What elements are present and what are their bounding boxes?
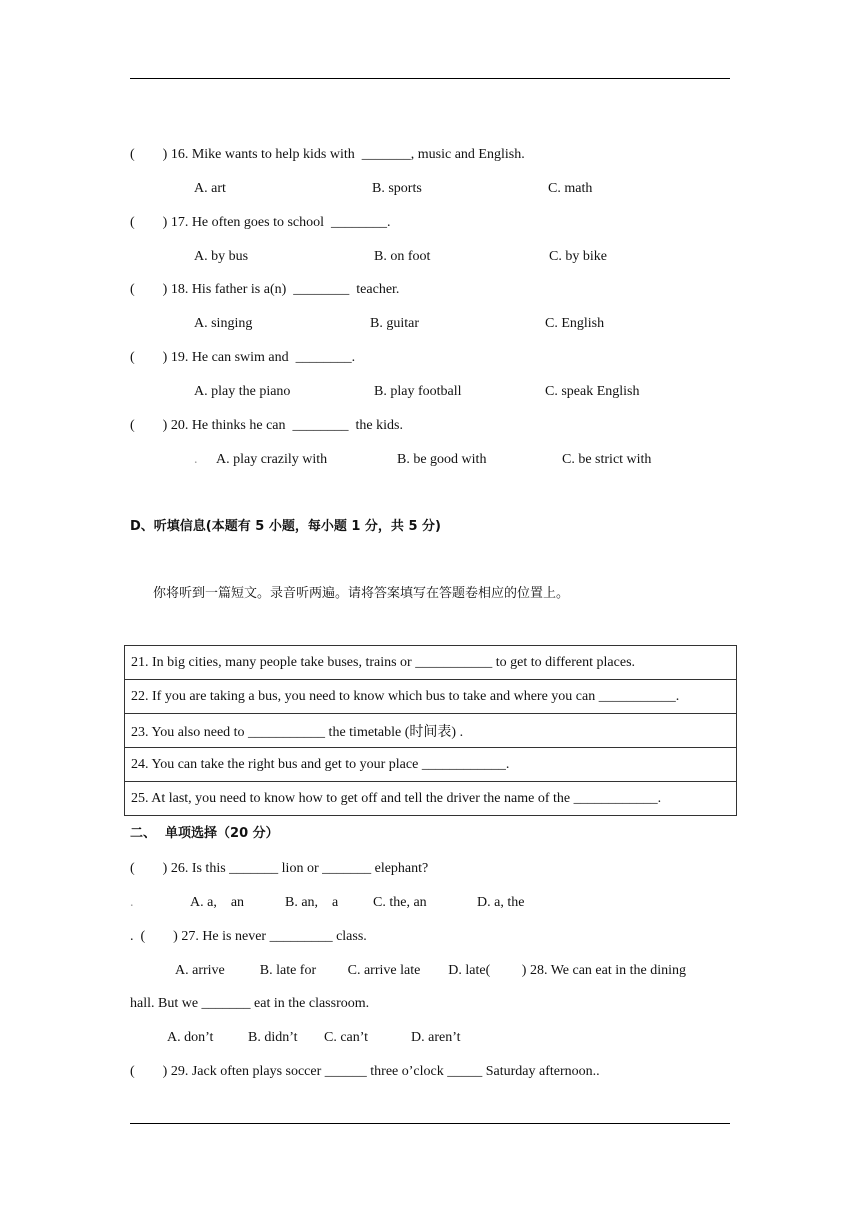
question-17-option-a: A. by bus [194,249,249,264]
question-26-option-a: A. a, an [190,895,245,910]
table-row [125,748,737,782]
table-row [125,646,737,680]
question-20-stem: ( ) 20. He thinks he can ________ the kids. [130,418,403,433]
question-26-stem: ( ) 26. Is this _______ lion or _______ elephant? [130,861,429,876]
footer-rule [130,1123,730,1124]
fill-in-table [124,645,737,816]
header-rule [130,78,730,79]
question-28-option-b: B. didn’t [248,1030,298,1045]
question-18-option-b: B. guitar [370,316,419,331]
question-27-options: A. arrive B. late for C. arrive late D. late( ) 28. We can eat in the dining [175,963,687,978]
question-16-option-b: B. sports [372,181,422,196]
question-16-stem: ( ) 16. Mike wants to help kids with _______, music and English. [130,147,525,162]
question-29-stem: ( ) 29. Jack often plays soccer ______ three o’clock _____ Saturday afternoon.. [130,1064,600,1079]
question-28-continued: hall. But we _______ eat in the classroom. [130,996,370,1011]
section-d-instruction: 你将听到一篇短文。录音听两遍。请将答案填写在答题卷相应的位置上。 [153,586,570,601]
fill-row-23: 23. You also need to ___________ the timetable (时间表) . [125,714,737,748]
question-18-option-a: A. singing [194,316,253,331]
table-row [125,782,737,816]
question-26-dot: . [130,895,134,910]
question-19-option-b: B. play football [374,384,462,399]
question-19-option-a: A. play the piano [194,384,291,399]
section-2-heading: 二、 单项选择（20 分） [130,826,279,841]
fill-row-22: 22. If you are taking a bus, you need to know which bus to take and where you can ___________. [125,680,737,714]
question-17-option-b: B. on foot [374,249,431,264]
question-28-option-a: A. don’t [167,1030,214,1045]
question-20-option-b: B. be good with [397,452,487,467]
table-row [125,714,737,748]
question-19-stem: ( ) 19. He can swim and ________. [130,350,356,365]
section-d-heading: D、听填信息(本题有 5 小题，每小题 1 分，共 5 分) [130,519,441,534]
question-16-option-a: A. art [194,181,226,196]
question-17-option-c: C. by bike [549,249,607,264]
question-28-option-c: C. can’t [324,1030,369,1045]
question-20-option-c: C. be strict with [562,452,652,467]
table-row [125,680,737,714]
fill-row-25: 25. At last, you need to know how to get off and tell the driver the name of the ____________. [125,782,737,816]
question-18-option-c: C. English [545,316,605,331]
fill-row-24: 24. You can take the right bus and get to your place ____________. [125,748,737,782]
question-26-option-b: B. an, a [285,895,339,910]
question-28-option-d: D. aren’t [411,1030,461,1045]
question-18-stem: ( ) 18. His father is a(n) ________ teacher. [130,282,400,297]
question-19-option-c: C. speak English [545,384,640,399]
question-20-dot: . [194,452,198,467]
question-16-option-c: C. math [548,181,593,196]
question-26-option-c: C. the, an [373,895,427,910]
fill-row-21: 21. In big cities, many people take buses, trains or ___________ to get to different places. [125,646,737,680]
question-20-option-a: A. play crazily with [216,452,328,467]
question-26-option-d: D. a, the [477,895,525,910]
question-17-stem: ( ) 17. He often goes to school ________. [130,215,391,230]
question-27-stem: . ( ) 27. He is never _________ class. [130,929,367,944]
